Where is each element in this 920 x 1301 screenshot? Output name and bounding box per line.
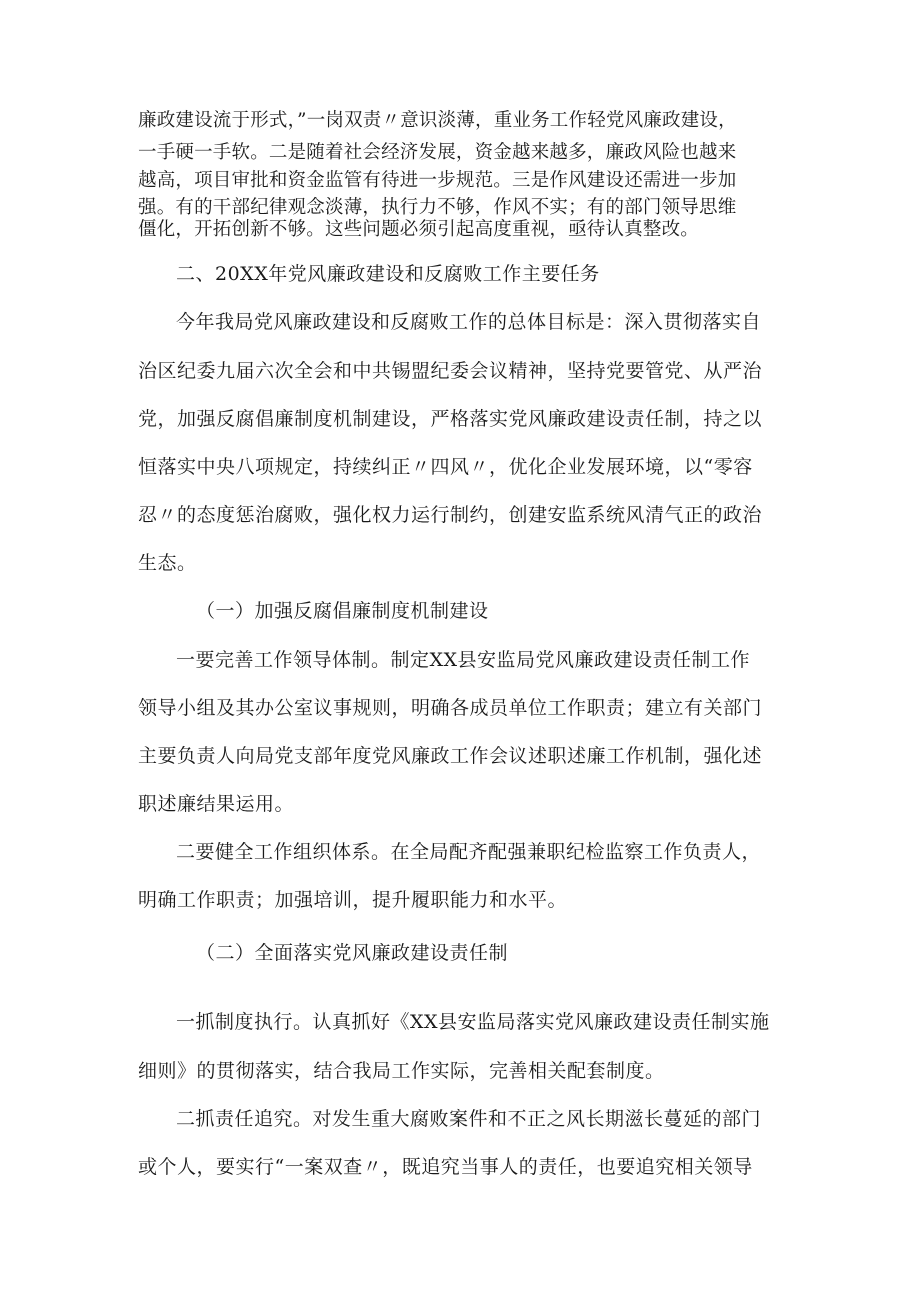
- section-heading: 二、20XX年党风廉政建设和反腐败工作主要任务: [176, 263, 600, 285]
- sub1-p1-line-3: 主要负责人向局党支部年度党风廉政工作会议述职述廉工作机制，强化述: [138, 745, 763, 767]
- intro-line-4: 强。有的干部纪律观念淡薄，执行力不够，作风不实；有的部门领导思维: [138, 197, 737, 218]
- goal-line-3: 党，加强反腐倡廉制度机制建设，严格落实党风廉政建设责任制，持之以: [138, 408, 763, 430]
- sub1-p2-line-1: 二要健全工作组织体系。在全局配齐配强兼职纪检监察工作负责人，: [176, 841, 762, 863]
- sub2-p2-line-1: 二抓责任追究。对发生重大腐败案件和不正之风长期滋长蔓延的部门: [176, 1108, 762, 1130]
- sub1-p2-line-2: 明确工作职责；加强培训，提升履职能力和水平。: [138, 889, 568, 911]
- sub2-p1-line-1: 一抓制度执行。认真抓好《XX县安监局落实党风廉政建设责任制实施: [176, 1011, 770, 1033]
- intro-line-1: 廉政建设流于形式，”一岗双责〃意识淡薄，重业务工作轻党风廉政建设，: [138, 110, 737, 131]
- subsection-heading-1: （一）加强反腐倡廉制度机制建设: [196, 600, 489, 622]
- sub1-p1-line-2: 领导小组及其办公室议事规则，明确各成员单位工作职责；建立有关部门: [138, 697, 763, 719]
- sub2-p1-line-2: 细则》的贯彻落实，结合我局工作实际，完善相关配套制度。: [138, 1060, 665, 1082]
- subsection-heading-2: （二）全面落实党风廉政建设责任制: [196, 942, 509, 964]
- sub2-p2-line-2: 或个人，要实行“一案双查〃，既追究当事人的责任，也要追究相关领导: [138, 1156, 753, 1178]
- goal-line-6: 生态。: [138, 552, 197, 574]
- intro-line-5: 僵化，开拓创新不够。这些问题必须引起高度重视，亟待认真整改。: [138, 219, 700, 240]
- intro-line-3: 越高，项目审批和资金监管有待进一步规范。三是作风建设还需进一步加: [138, 170, 737, 191]
- intro-line-2: 一手硬一手软。二是随着社会经济发展，资金越来越多，廉政风险也越来: [138, 142, 737, 163]
- sub1-p1-line-1: 一要完善工作领导体制。制定XX县安监局党风廉政建设责任制工作: [176, 649, 751, 671]
- goal-line-5: 忍〃的态度惩治腐败，强化权力运行制约，创建安监系统风清气正的政治: [138, 504, 763, 526]
- goal-line-2: 治区纪委九届六次全会和中共锡盟纪委会议精神，坚持党要管党、从严治: [138, 360, 763, 382]
- goal-line-1: 今年我局党风廉政建设和反腐败工作的总体目标是：深入贯彻落实自: [176, 311, 762, 333]
- sub1-p1-line-4: 职述廉结果运用。: [138, 793, 295, 815]
- goal-line-4: 恒落实中央八项规定，持续纠正〃四风〃，优化企业发展环境，以“零容: [138, 456, 753, 478]
